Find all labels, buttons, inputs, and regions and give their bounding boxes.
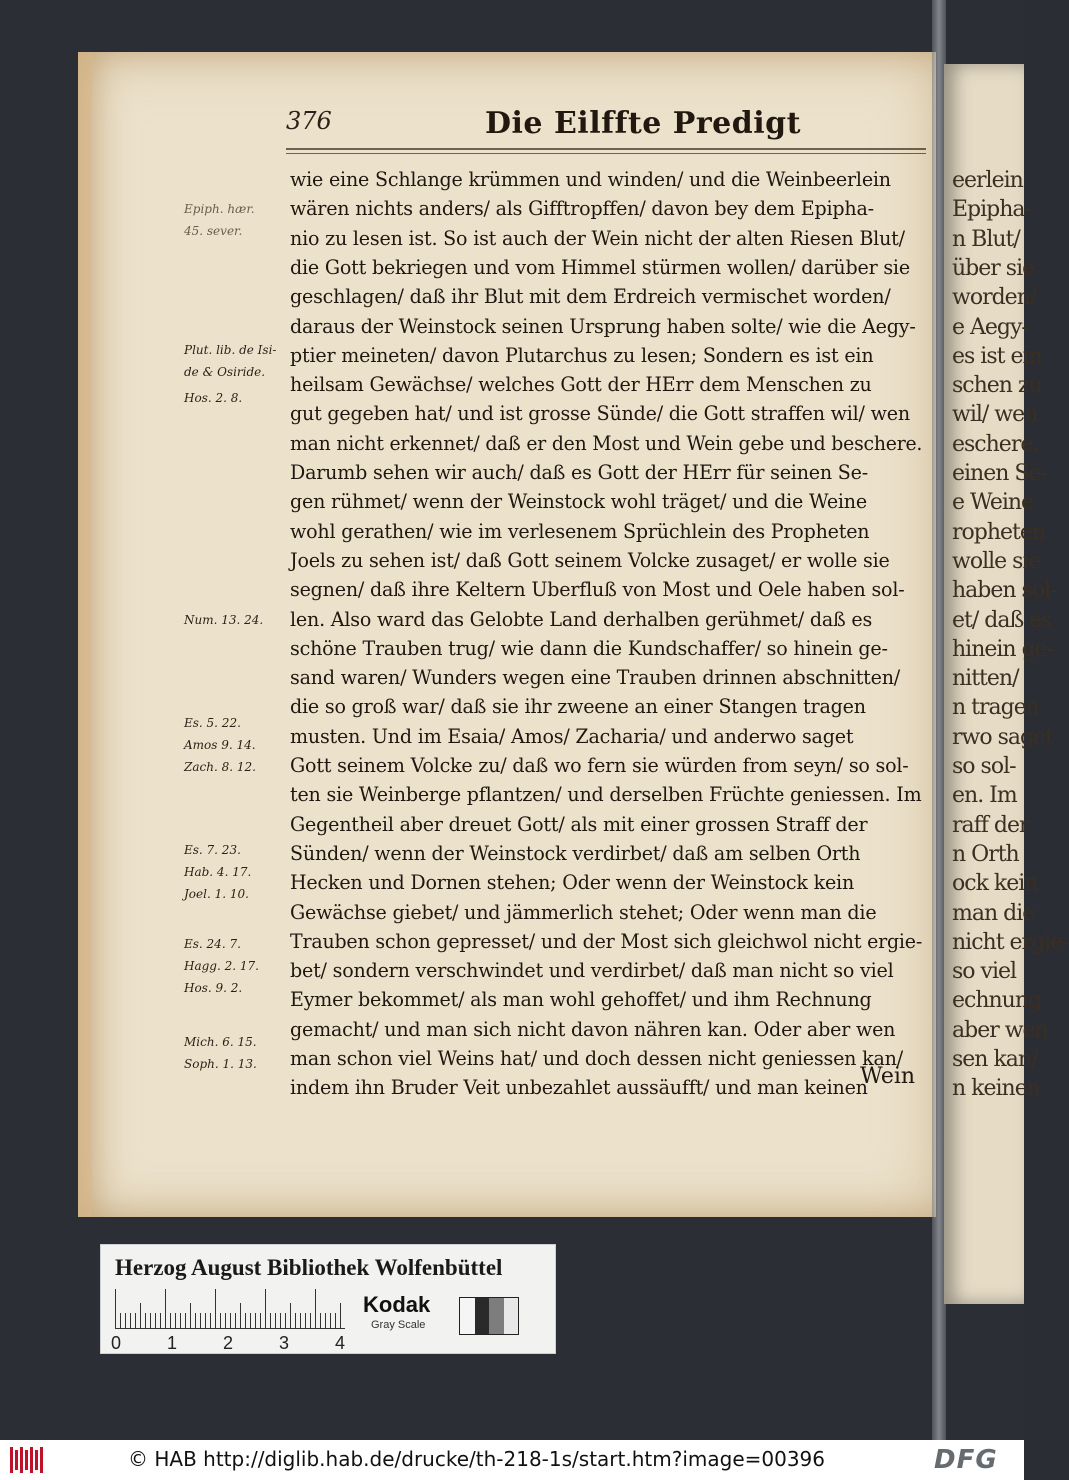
- running-head: Die Eilffte Predigt: [485, 106, 801, 141]
- text-line: Eymer bekommet/ als man wohl gehoffet/ und ihm Rechnung: [290, 988, 872, 1012]
- margin-note: Mich. 6. 15.: [184, 1035, 257, 1049]
- margin-note: Amos 9. 14.: [184, 738, 256, 752]
- text-line: wohl gerathen/ wie im verlesenem Sprüchlein des Propheten: [290, 519, 870, 543]
- adjacent-page-line: n Orth: [952, 841, 1019, 867]
- ruler-tick: [230, 1313, 231, 1329]
- margin-note: Hagg. 2. 17.: [184, 959, 259, 973]
- ruler-tick: [260, 1313, 261, 1329]
- ruler-tick: [295, 1313, 296, 1329]
- text-line: Gott seinem Volcke zu/ daß wo fern sie würden from seyn/ so sol-: [290, 754, 909, 777]
- text-line: Joels zu sehen ist/ daß Gott seinem Volcke zusaget/ er wolle sie: [290, 548, 890, 572]
- text-line: die so groß war/ daß sie ihr zweene an einer Stangen tragen: [290, 695, 866, 719]
- adjacent-page-line: einen Se-: [952, 461, 1047, 486]
- text-line: daraus der Weinstock seinen Ursprung haben solte/ wie die Aegy-: [290, 314, 916, 338]
- text-line: indem ihn Bruder Veit unbezahlet aussäufft/ und man keinen: [290, 1076, 868, 1100]
- ruler-tick: [155, 1313, 156, 1329]
- gray-swatches: [459, 1297, 519, 1335]
- ruler-tick: [165, 1289, 166, 1329]
- ruler-tick: [255, 1313, 256, 1329]
- text-line: Darumb sehen wir auch/ daß es Gott der HErr für seinen Se-: [290, 461, 868, 484]
- adjacent-page-line: en. Im: [952, 783, 1017, 809]
- ruler-tick: [305, 1313, 306, 1329]
- ruler-tick: [115, 1289, 116, 1329]
- ruler-tick: [235, 1313, 236, 1329]
- adjacent-page-line: hinein ge-: [952, 636, 1054, 662]
- ruler-number: 2: [223, 1333, 234, 1353]
- copyright-url[interactable]: © HAB http://diglib.hab.de/drucke/th-218-1s/start.htm?image=00396: [128, 1447, 826, 1471]
- text-line: man schon viel Weins hat/ und doch dessen nicht geniessen kan/: [290, 1047, 903, 1070]
- margin-note: de & Osiride.: [184, 365, 266, 379]
- adjacent-page-line: e Aegy-: [952, 314, 1028, 340]
- adjacent-page-line: über sie: [952, 255, 1035, 281]
- text-line: Gegentheil aber dreuet Gott/ als mit einer grossen Straff der: [290, 812, 868, 836]
- text-line: sand waren/ Wunders wegen eine Trauben drinnen abschnitten/: [290, 666, 901, 690]
- adjacent-page-line: e Weine: [952, 490, 1034, 516]
- ruler-tick: [270, 1313, 271, 1329]
- adjacent-page-line: et/ daß es: [952, 607, 1052, 633]
- ruler-tick: [340, 1303, 341, 1329]
- ruler-tick: [320, 1313, 321, 1329]
- margin-note: Num. 13. 24.: [184, 613, 264, 627]
- adjacent-page-line: nitten/: [952, 666, 1019, 692]
- adjacent-page-line: schen zu: [952, 373, 1042, 399]
- adjacent-page-line: eschere.: [952, 431, 1039, 457]
- ruler-number: 4: [335, 1333, 346, 1353]
- ruler-tick: [335, 1313, 336, 1329]
- text-line: Gewächse giebet/ und jämmerlich stehet; Oder wenn man die: [290, 900, 877, 924]
- ruler-number: 0: [111, 1333, 122, 1353]
- margin-note: Es. 7. 23.: [184, 843, 241, 857]
- adjacent-page-line: es ist ein: [952, 343, 1042, 369]
- ruler-scale: [115, 1289, 345, 1329]
- text-line: segnen/ daß ihre Keltern Uberfluß von Most und Oele haben sol-: [290, 578, 905, 602]
- ruler-tick: [135, 1313, 136, 1329]
- adjacent-page-line: ropheten: [952, 519, 1046, 545]
- adjacent-page-line: nicht ergie-: [952, 929, 1069, 955]
- adjacent-page-line: eerlein: [952, 168, 1023, 193]
- ruler-tick: [200, 1313, 201, 1329]
- text-line: nio zu lesen ist. So ist auch der Wein nicht der alten Riesen Blut/: [290, 226, 905, 250]
- ruler-tick: [185, 1313, 186, 1329]
- ruler-number: 3: [279, 1333, 290, 1353]
- page-edge: [78, 52, 92, 1217]
- text-line: bet/ sondern verschwindet und verdirbet/ daß man nicht so viel: [290, 959, 894, 983]
- ruler-tick: [285, 1313, 286, 1329]
- text-line: geschlagen/ daß ihr Blut mit dem Erdreich vermischet worden/: [290, 285, 891, 309]
- adjacent-page-line: sen kan/: [952, 1047, 1038, 1072]
- margin-note: Hos. 9. 2.: [184, 981, 243, 995]
- text-line: schöne Trauben trug/ wie dann die Kundschaffer/ so hinein ge-: [290, 636, 888, 660]
- adjacent-page-line: wolle sie: [952, 548, 1041, 574]
- ruler-number: 1: [167, 1333, 178, 1353]
- ruler-tick: [130, 1313, 131, 1329]
- text-line: die Gott bekriegen und vom Himmel stürmen wollen/ darüber sie: [290, 255, 910, 279]
- text-line: gemacht/ und man sich nicht davon nähren kan. Oder aber wen: [290, 1017, 896, 1041]
- adjacent-page-line: raff der: [952, 812, 1029, 838]
- margin-note: Joel. 1. 10.: [184, 887, 249, 901]
- text-line: Trauben schon gepresset/ und der Most sich gleichwol nicht ergie-: [290, 929, 923, 953]
- margin-note: Soph. 1. 13.: [184, 1057, 257, 1071]
- footer-bar: [0, 1440, 1024, 1480]
- margin-note: Hab. 4. 17.: [184, 865, 252, 879]
- ruler-tick: [140, 1303, 141, 1329]
- ruler-tick: [125, 1313, 126, 1329]
- ruler-tick: [250, 1313, 251, 1329]
- text-line: gen rühmet/ wenn der Weinstock wohl träget/ und die Weine: [290, 490, 867, 514]
- ruler-tick: [170, 1313, 171, 1329]
- text-line: ptier meineten/ davon Plutarchus zu lesen; Sondern es ist ein: [290, 343, 874, 367]
- adjacent-page-line: ock kein: [952, 871, 1038, 897]
- margin-note: Epiph. hær.: [184, 202, 255, 216]
- ruler-tick: [240, 1303, 241, 1329]
- text-line: wie eine Schlange krümmen und winden/ und die Weinbeerlein: [290, 168, 891, 191]
- ruler-tick: [310, 1313, 311, 1329]
- header-rule: [286, 148, 926, 154]
- kodak-brand: Kodak: [363, 1292, 431, 1317]
- ruler-tick: [215, 1289, 216, 1329]
- ruler-tick: [120, 1313, 121, 1329]
- ruler-tick: [190, 1303, 191, 1329]
- adjacent-page-line: echnung: [952, 988, 1042, 1014]
- adjacent-page-line: so viel: [952, 959, 1017, 985]
- adjacent-page: [944, 64, 1069, 1304]
- ruler-tick: [290, 1303, 291, 1329]
- text-line: ten sie Weinberge pflantzen/ und derselben Früchte geniessen. Im: [290, 783, 922, 807]
- ruler-tick: [330, 1313, 331, 1329]
- text-line: heilsam Gewächse/ welches Gott der HErr dem Menschen zu: [290, 373, 872, 397]
- ruler-tick: [180, 1313, 181, 1329]
- ruler-tick: [195, 1313, 196, 1329]
- adjacent-page-line: Epipha-: [952, 197, 1031, 223]
- margin-note: Plut. lib. de Isi-: [184, 343, 277, 357]
- text-line: man nicht erkennet/ daß er den Most und Wein gebe und beschere.: [290, 431, 923, 455]
- margin-note: Hos. 2. 8.: [184, 391, 243, 405]
- adjacent-page-line: haben sol-: [952, 578, 1057, 604]
- margin-note: Es. 5. 22.: [184, 716, 241, 730]
- ruler-tick: [220, 1313, 221, 1329]
- adjacent-page-line: wil/ wen: [952, 402, 1038, 428]
- adjacent-page-line: n Blut/: [952, 226, 1020, 252]
- library-name: Herzog August Bibliothek Wolfenbüttel: [115, 1255, 503, 1280]
- text-line: len. Also ward das Gelobte Land derhalben gerühmet/ daß es: [290, 607, 873, 631]
- text-line: Hecken und Dornen stehen; Oder wenn der Weinstock kein: [290, 871, 855, 895]
- ruler-tick: [210, 1313, 211, 1329]
- ruler-tick: [275, 1313, 276, 1329]
- ruler-tick: [325, 1313, 326, 1329]
- hab-logo-icon: [10, 1447, 50, 1473]
- text-line: wären nichts anders/ als Gifftropffen/ davon bey dem Epipha-: [290, 197, 874, 221]
- ruler-tick: [315, 1289, 316, 1329]
- text-line: musten. Und im Esaia/ Amos/ Zacharia/ und anderwo saget: [290, 724, 854, 748]
- ruler-tick: [205, 1313, 206, 1329]
- ruler-tick: [160, 1313, 161, 1329]
- adjacent-page-line: n keinen: [952, 1076, 1040, 1102]
- margin-note: Es. 24. 7.: [184, 937, 241, 951]
- ruler-tick: [265, 1289, 266, 1329]
- ruler-tick: [175, 1313, 176, 1329]
- gray-scale-label: Gray Scale: [371, 1319, 426, 1331]
- margin-note: 45. sever.: [184, 224, 243, 238]
- adjacent-page-line: so sol-: [952, 754, 1016, 779]
- ruler-tick: [300, 1313, 301, 1329]
- adjacent-page-line: man die: [952, 900, 1035, 926]
- text-line: gut gegeben hat/ und ist grosse Sünde/ die Gott straffen wil/ wen: [290, 402, 910, 426]
- ruler-tick: [145, 1313, 146, 1329]
- adjacent-page-line: aber wen: [952, 1017, 1048, 1043]
- ruler-tick: [225, 1313, 226, 1329]
- catchword: Wein: [860, 1064, 916, 1089]
- adjacent-page-line: worden/: [952, 285, 1037, 311]
- text-line: Sünden/ wenn der Weinstock verdirbet/ daß am selben Orth: [290, 841, 861, 865]
- ruler-tick: [280, 1313, 281, 1329]
- page-number: 376: [286, 107, 332, 135]
- library-label-card: [100, 1244, 556, 1354]
- margin-note: Zach. 8. 12.: [184, 760, 256, 774]
- ruler-tick: [150, 1313, 151, 1329]
- ruler-tick: [245, 1313, 246, 1329]
- adjacent-page-line: n tragen: [952, 695, 1039, 721]
- dfg-logo: DFG: [934, 1445, 998, 1475]
- adjacent-page-line: rwo saget: [952, 724, 1053, 750]
